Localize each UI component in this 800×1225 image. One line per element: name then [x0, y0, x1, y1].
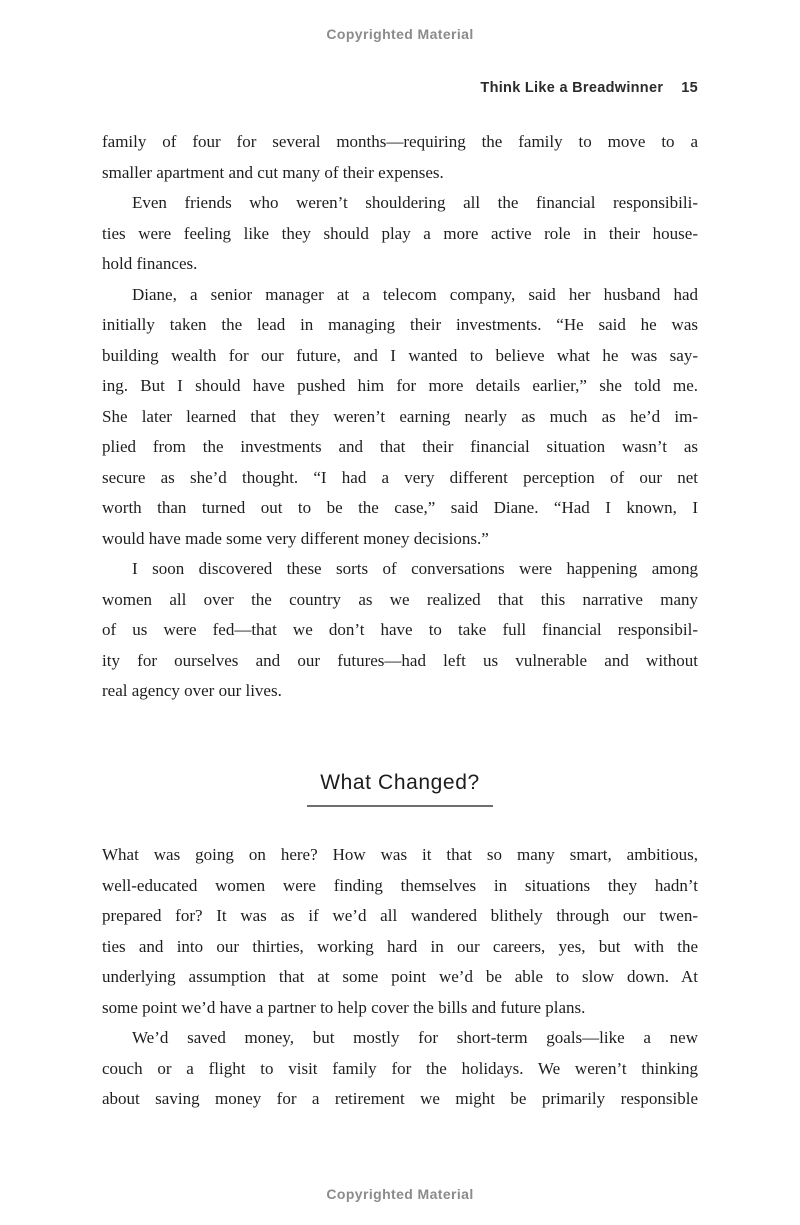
page-body — [102, 127, 698, 1115]
body-line: of us were fed—that we don’t have to take full financial responsibil- — [102, 620, 698, 639]
body-line: Even friends who weren’t shouldering all the financial responsibili- — [132, 193, 698, 212]
body-line: ties and into our thirties, working hard in our careers, yes, but with the — [102, 936, 698, 956]
body-line: building wealth for our future, and I wanted to believe what he was say- — [102, 345, 698, 365]
body-line: She later learned that they weren’t earning nearly as much as he’d im- — [102, 406, 698, 426]
body-line: initially taken the lead in managing their investments. “He said he was — [102, 315, 698, 334]
body-line: family of four for several months—requiring the family to move to a — [102, 132, 698, 151]
body-line: prepared for? It was as if we’d all wandered blithely through our twen- — [102, 906, 698, 925]
section-heading-block — [102, 769, 698, 808]
body-line: underlying assumption that at some point we’d be able to slow down. At — [102, 967, 698, 986]
body-line: Diane, a senior manager at a telecom company, said her husband had — [132, 284, 698, 304]
body-paragraph — [102, 840, 698, 1023]
body-line: couch or a flight to visit family for the holidays. We weren’t thinking — [102, 1058, 698, 1078]
body-paragraph — [102, 127, 698, 188]
heading-underline — [307, 805, 493, 807]
body-paragraph — [102, 280, 698, 555]
body-line: ties were feeling like they should play a more active role in their house- — [102, 223, 698, 243]
copyright-notice-bottom: Copyrighted Material — [326, 1185, 474, 1202]
body-line: well-educated women were finding themselves in situations they hadn’t — [102, 875, 698, 895]
body-line: smaller apartment and cut many of their expenses. — [102, 162, 444, 182]
body-line: hold finances. — [102, 254, 198, 273]
page-number: 15 — [681, 80, 698, 96]
section-heading: What Changed? — [320, 770, 480, 794]
body-line: ing. But I should have pushed him for more details earlier,” she told me. — [102, 376, 698, 395]
body-line: ity for ourselves and our futures—had left us vulnerable and without — [102, 650, 698, 670]
running-header-title: Think Like a Breadwinner — [480, 80, 664, 96]
body-line: plied from the investments and that their financial situation wasn’t as — [102, 437, 698, 456]
body-line: We’d saved money, but mostly for short-term goals—like a new — [132, 1028, 698, 1047]
body-line: What was going on here? How was it that so many smart, ambitious, — [102, 845, 698, 864]
body-line: women all over the country as we realized that this narrative many — [102, 589, 698, 609]
copyright-notice-top: Copyrighted Material — [326, 26, 474, 42]
body-paragraph — [102, 188, 698, 280]
body-line: would have made some very different money decisions.” — [102, 528, 489, 548]
body-paragraph — [102, 554, 698, 707]
body-paragraph — [102, 1023, 698, 1115]
body-line: worth than turned out to be the case,” said Diane. “Had I known, I — [102, 498, 698, 517]
body-line: some point we’d have a partner to help cover the bills and future plans. — [102, 997, 586, 1017]
body-line: about saving money for a retirement we might be primarily responsible — [102, 1089, 698, 1108]
body-line: secure as she’d thought. “I had a very different perception of our net — [102, 467, 698, 487]
body-line: I soon discovered these sorts of conversations were happening among — [132, 559, 698, 578]
running-header — [102, 79, 698, 97]
body-line: real agency over our lives. — [102, 681, 282, 700]
